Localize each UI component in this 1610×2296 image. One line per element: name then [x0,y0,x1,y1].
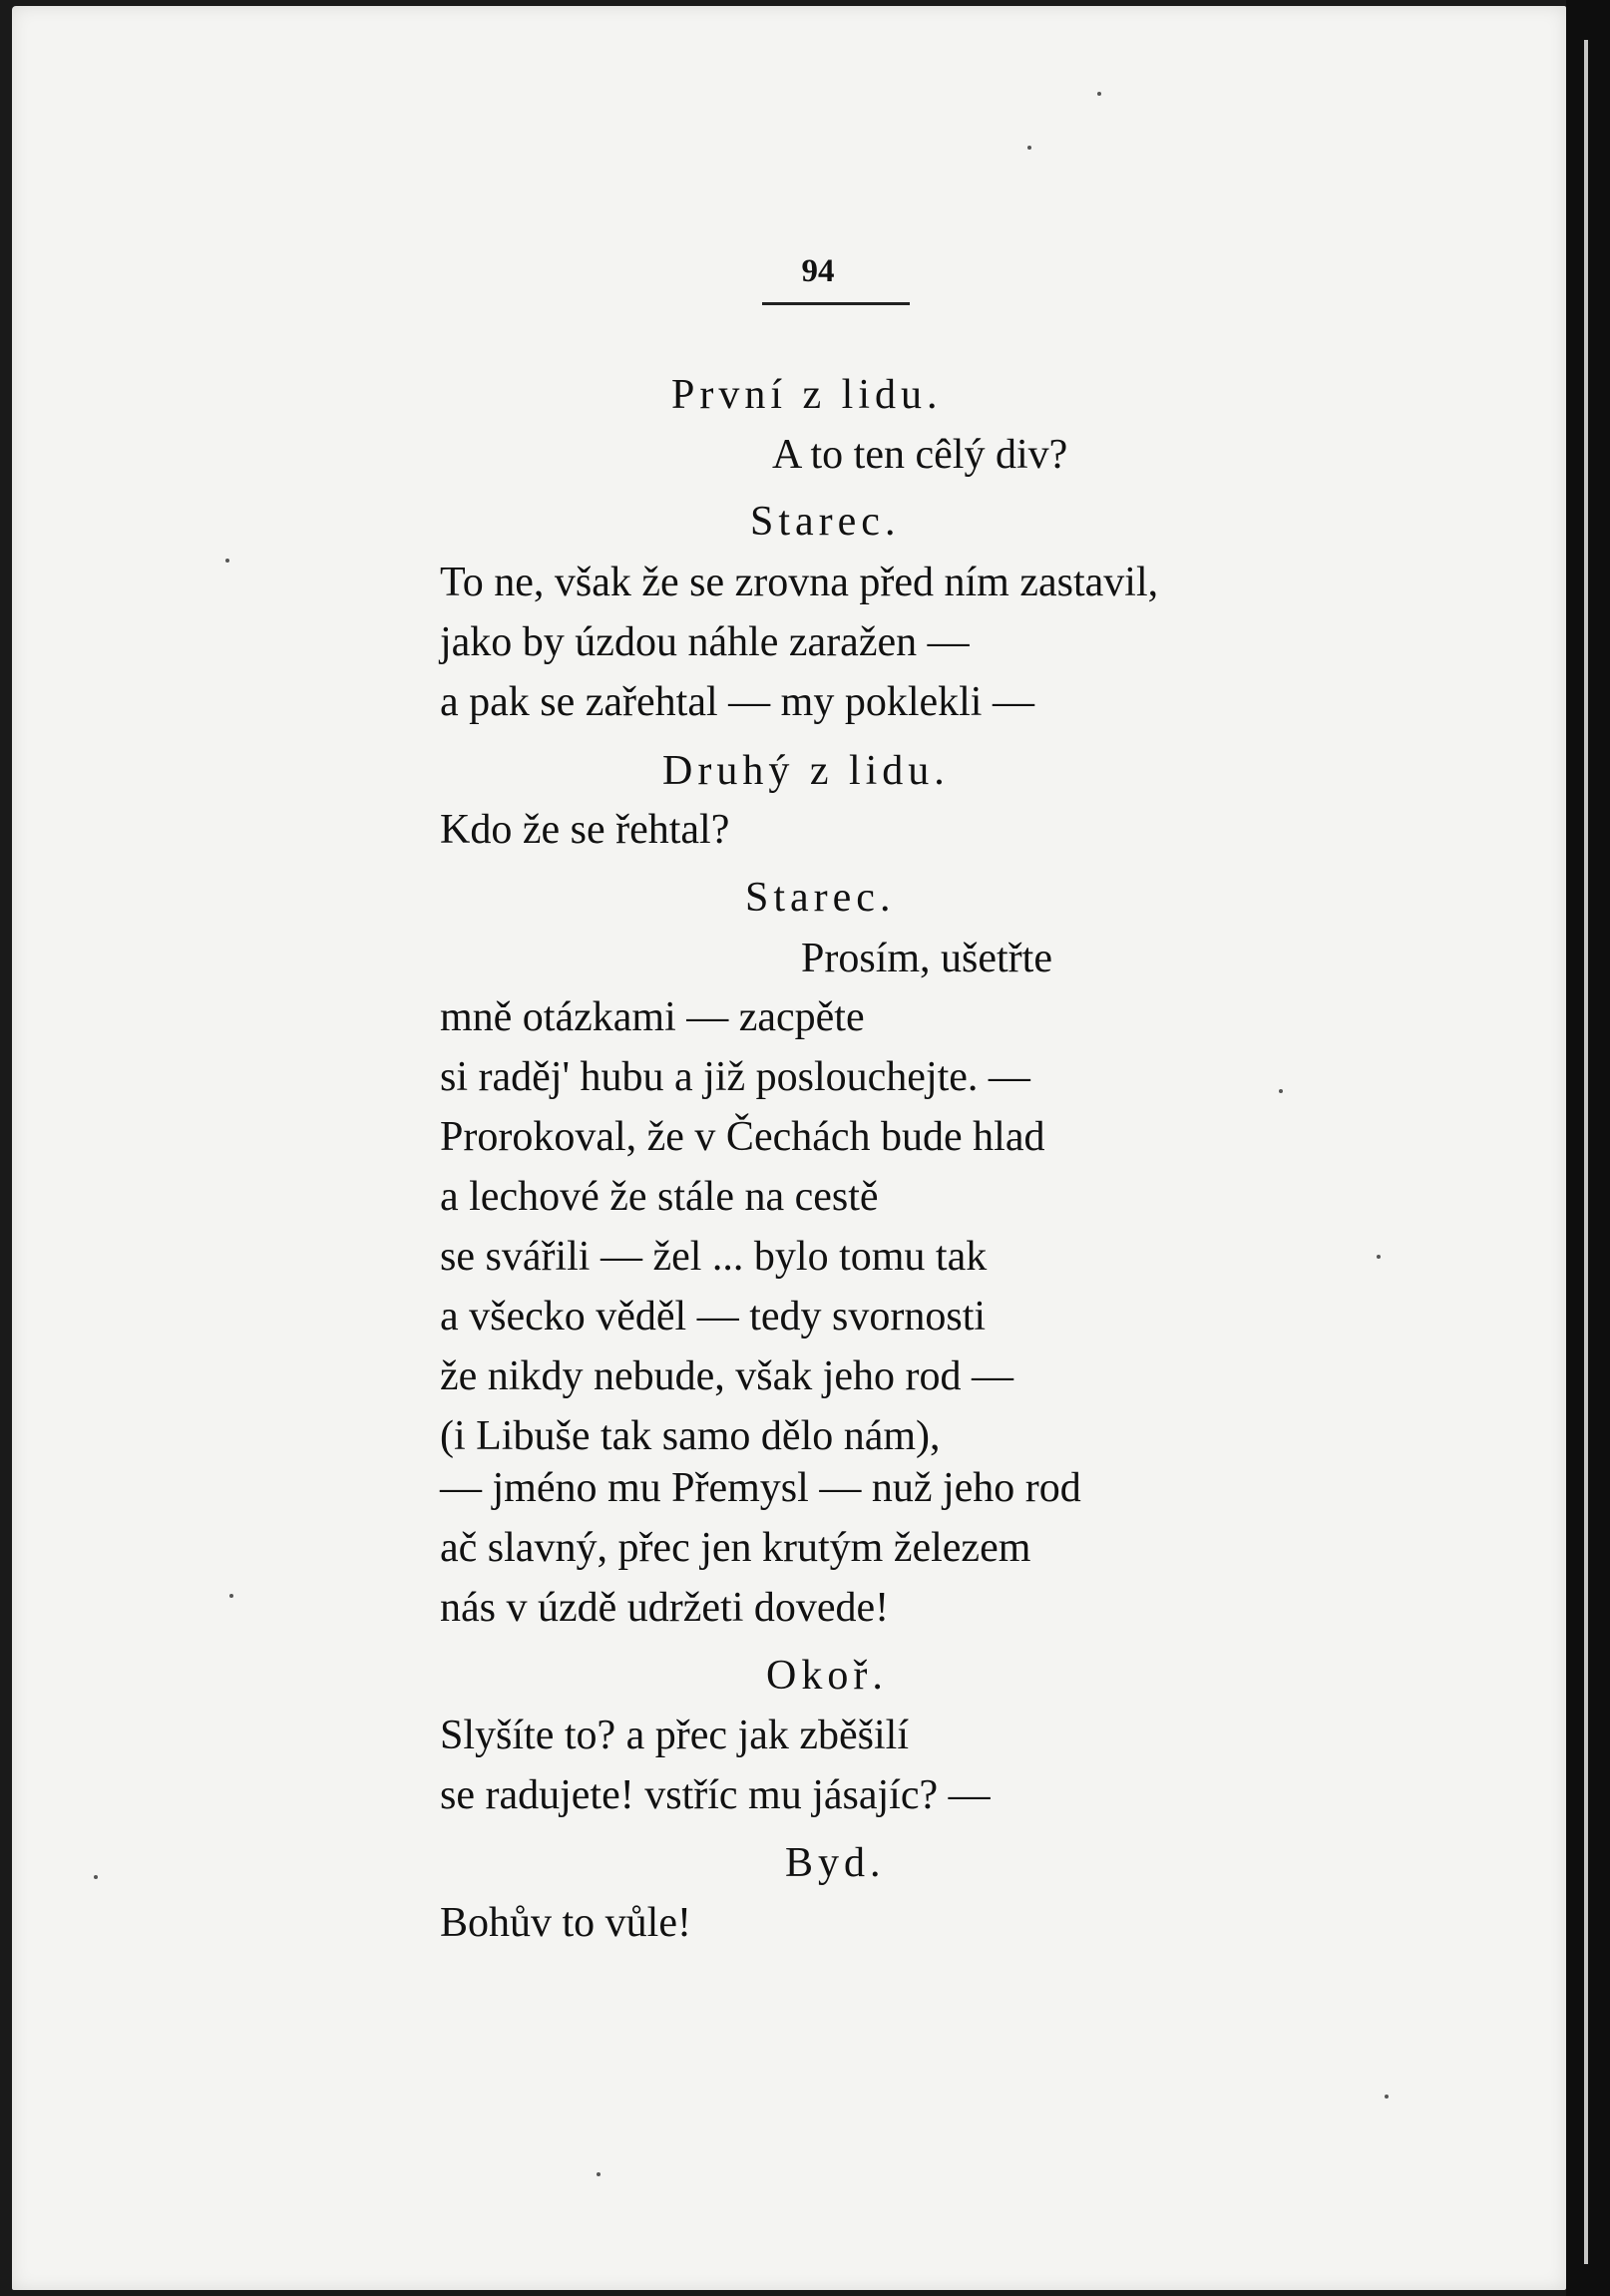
verse-line: se radujete! vstříc mu jásajíc? — [440,1772,991,1818]
paper-speck [1097,92,1101,96]
verse-line: se svářili — žel ... bylo tomu tak [440,1234,988,1280]
verse-line: nás v úzdě udržeti dovede! [440,1585,890,1631]
verse-line: a lechové že stále na cestě [440,1174,879,1220]
paper-speck [1279,1089,1283,1093]
verse-line: — jméno mu Přemysl — nuž jeho rod [440,1465,1081,1511]
verse-line: mně otázkami — zacpěte [440,994,865,1040]
paper-speck [1027,146,1031,150]
scan-edge [1566,0,1610,2296]
paper-speck [229,1594,233,1598]
verse-line: Kdo že se řehtal? [440,807,730,853]
verse-line: To ne, však že se zrovna před ním zastavil, [440,560,1159,605]
verse-line: Slyšíte to? a přec jak zběšilí [440,1713,910,1758]
verse-line: A to ten cêlý div? [772,432,1068,478]
verse-line: Prorokoval, že v Čechách bude hlad [440,1114,1045,1160]
speaker-label: Byd. [785,1840,886,1886]
page-number: 94 [801,253,835,289]
verse-line: a pak se zařehtal — my poklekli — [440,679,1034,725]
paper-speck [94,1875,98,1879]
verse-line: a všecko věděl — tedy svornosti [440,1294,987,1339]
verse-line: že nikdy nebude, však jeho rod — [440,1353,1014,1399]
paper-speck [225,559,229,563]
speaker-label: Druhý z lidu. [662,748,950,794]
verse-line: Bohův to vůle! [440,1900,691,1946]
speaker-label: Starec. [750,499,901,545]
scan-edge-strip [1584,40,1588,2264]
speaker-label: První z lidu. [671,372,943,418]
verse-line: ač slavný, přec jen krutým železem [440,1525,1031,1571]
page-number-rule [762,302,910,305]
paper-speck [1377,1255,1381,1259]
verse-line: jako by úzdou náhle zaražen — [440,619,970,665]
speaker-label: Starec. [745,875,896,921]
paper-speck [597,2172,601,2176]
speaker-label: Okoř. [766,1653,888,1699]
verse-line: (i Libuše tak samo dělo nám), [440,1413,941,1459]
verse-line: si raděj' hubu a již poslouchejte. — [440,1054,1030,1100]
verse-line: Prosím, ušetřte [801,936,1052,981]
paper-speck [1385,2095,1389,2099]
